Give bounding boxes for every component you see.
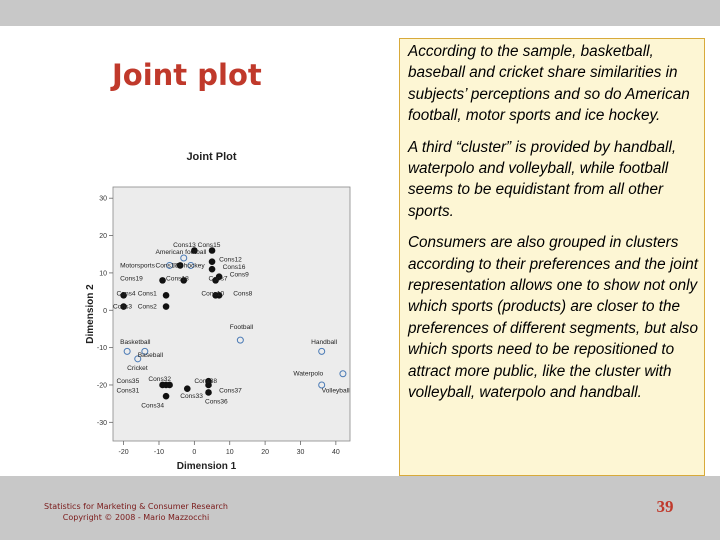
- consumer-point: [163, 292, 170, 299]
- footer-line-2: Copyright © 2008 - Mario Mazzocchi: [62, 513, 210, 522]
- consumer-point: [163, 393, 170, 400]
- point-label: Cons33: [180, 393, 203, 401]
- point-label: Cons32: [148, 376, 172, 384]
- y-tick-label: -30: [96, 419, 107, 427]
- point-label: Cons9: [229, 271, 249, 279]
- point-label: Motorsports: [120, 262, 155, 270]
- point-label: Cons4: [116, 290, 136, 298]
- y-tick-label: 20: [99, 233, 107, 241]
- slide-title: Joint plot: [112, 58, 262, 92]
- point-label: Waterpolo: [293, 370, 324, 378]
- point-label: Cons2: [137, 303, 157, 311]
- point-label: Cons35: [116, 378, 140, 386]
- footer: [18, 501, 254, 523]
- x-tick-label: 20: [261, 449, 270, 456]
- x-tick-label: -20: [118, 449, 129, 456]
- consumer-point: [163, 303, 170, 310]
- chart-title: Joint Plot: [186, 151, 237, 163]
- point-label: Cons1: [137, 290, 157, 298]
- point-label: Cons18: [166, 275, 189, 283]
- x-tick-label: 10: [225, 449, 234, 456]
- x-tick-label: 0: [192, 449, 197, 456]
- page-number: 39: [656, 497, 674, 516]
- point-label: American football: [155, 249, 207, 257]
- point-label: Cons8: [233, 290, 253, 298]
- point-label: Football: [229, 323, 254, 331]
- point-label: Cons7: [208, 275, 228, 283]
- consumer-point: [209, 258, 216, 265]
- point-label: Basketball: [120, 338, 151, 346]
- x-axis-label: Dimension 1: [176, 461, 237, 472]
- y-axis-label: Dimension 2: [85, 284, 96, 344]
- x-tick-label: -10: [153, 449, 165, 456]
- point-label: Cricket: [127, 365, 148, 373]
- paragraph-3: Consumers are also grouped in clusters according to their preferences and the joint representation allows one to show not only which sports (products) are closer to the preferences of different segments, but also which sports need to be repositioned to attract more public, like the cluster with volleyball, waterpolo and handball.: [408, 234, 698, 402]
- point-label: Ice hockey: [173, 262, 205, 270]
- top-bar: [0, 0, 720, 26]
- point-label: Cons37: [219, 387, 242, 395]
- point-label: Cons34: [141, 402, 165, 410]
- point-label: Cons36: [204, 398, 228, 406]
- y-tick-label: 30: [99, 195, 107, 203]
- y-tick-label: 10: [99, 270, 107, 278]
- consumer-point: [184, 385, 191, 392]
- point-label: Volleyball: [321, 387, 350, 395]
- y-tick-label: -10: [96, 345, 107, 353]
- joint-plot-chart: [80, 145, 370, 475]
- y-tick-label: -20: [96, 382, 107, 390]
- consumer-point: [205, 389, 212, 396]
- footer-line-1: Statistics for Marketing & Consumer Research: [44, 502, 228, 511]
- point-label: Cons12: [219, 256, 242, 264]
- point-label: Cons13 Cons15: [173, 241, 221, 249]
- point-label: Baseball: [137, 351, 164, 359]
- y-tick-label: 0: [103, 307, 107, 315]
- point-label: Cons31: [116, 387, 140, 395]
- point-label: Cons17: [155, 262, 179, 270]
- point-label: Cons19: [120, 275, 143, 283]
- point-label: Cons10: [201, 290, 225, 298]
- x-tick-label: 40: [331, 449, 340, 456]
- point-label: Cons38: [194, 378, 218, 386]
- paragraph-1: According to the sample, basketball, baseball and cricket share similarities in subjects’ perceptions and so do American football, motor sports and ice hockey.: [408, 43, 690, 125]
- point-label: Handball: [311, 338, 338, 346]
- explanation-textbox: [399, 38, 705, 476]
- paragraph-2: A third “cluster” is provided by handball, waterpolo and volleyball, while football seems to be equidistant from all other sports.: [408, 138, 677, 220]
- point-label: Cons16: [222, 264, 246, 272]
- point-label: Cons3: [113, 303, 133, 311]
- x-tick-label: 30: [296, 449, 305, 456]
- consumer-point: [159, 277, 166, 284]
- consumer-point: [209, 266, 216, 273]
